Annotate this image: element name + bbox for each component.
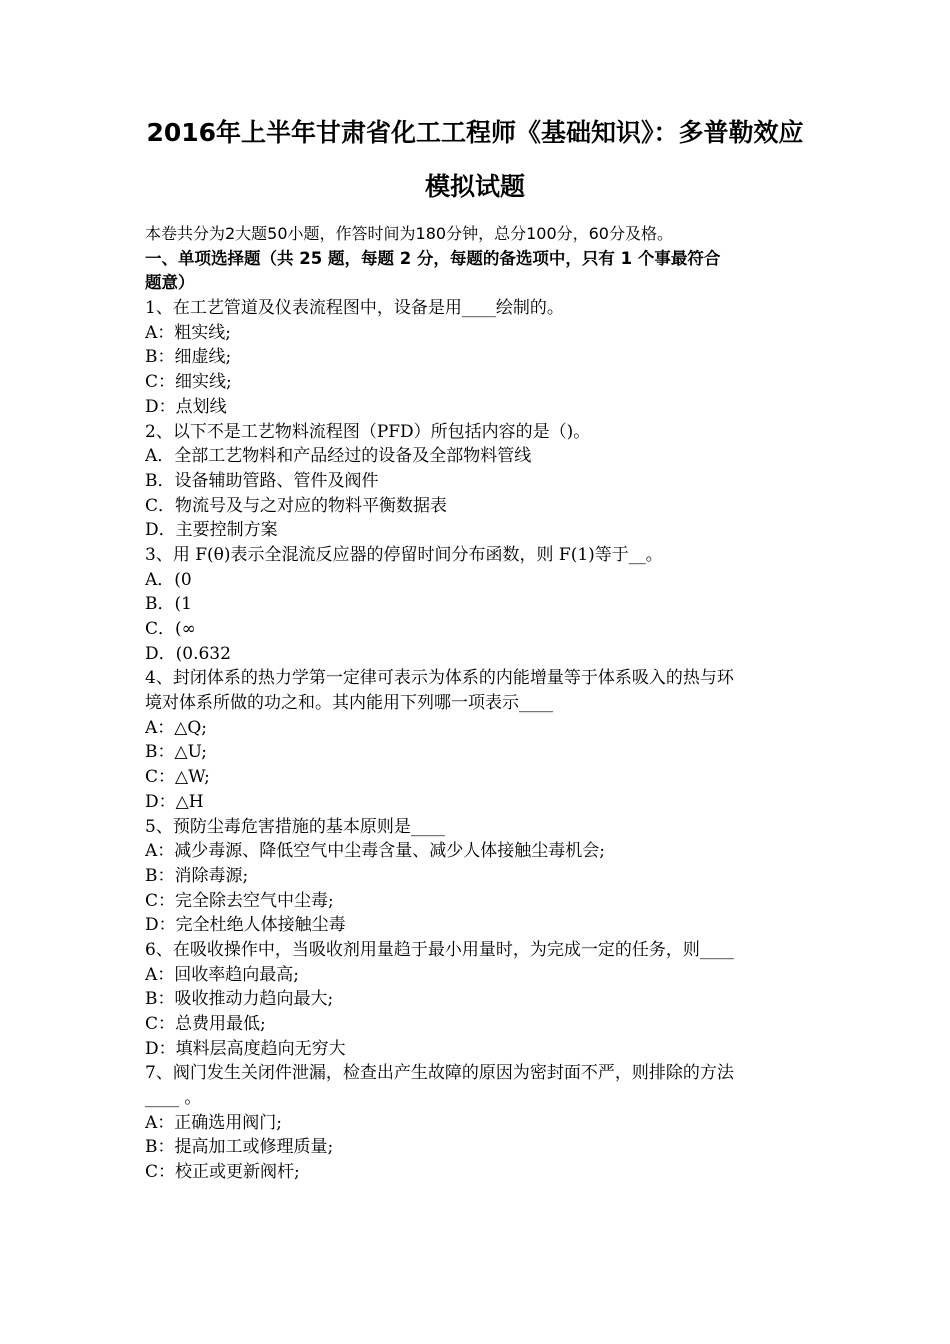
option-c: C：细实线; [145,372,232,393]
option-c: C．物流号及与之对应的物料平衡数据表 [145,495,448,516]
document-title-continued: 模拟试题 [424,172,525,201]
option-b: B：细虚线; [145,347,232,368]
document-body [145,222,810,1185]
option-a: A．(0 [145,569,192,590]
option-a: A：回收率趋向最高; [145,964,300,985]
section-heading: 一、单项选择题（共 25 题，每题 2 分，每题的备选项中，只有 1 个事最符合 [145,248,721,268]
option-a: A：△Q; [145,717,208,738]
option-d: D．主要控制方案 [145,520,278,541]
option-b: B．(1 [145,594,192,615]
option-a: A：正确选用阀门; [145,1112,283,1133]
section-heading-continued: 题意） [145,273,195,293]
option-d: D．(0.632 [145,643,231,664]
question-stem-continued: ____ 。 [145,1088,202,1109]
option-c: C．(∞ [145,619,196,639]
question-stem: 4、封闭体系的热力学第一定律可表示为体系的内能增量等于体系吸入的热与环 [145,668,734,689]
option-a: A．全部工艺物料和产品经过的设备及全部物料管线 [145,446,532,467]
option-b: B：吸收推动力趋向最大; [145,989,334,1010]
option-d: D：填料层高度趋向无穷大 [145,1038,346,1059]
option-d: D：完全杜绝人体接触尘毒 [145,915,346,936]
option-d: D：△H [145,791,204,812]
document-title: 2016年上半年甘肃省化工工程师《基础知识》：多普勒效应 [146,118,804,147]
question-stem: 2、以下不是工艺物料流程图（PFD）所包括内容的是（)。 [145,421,591,442]
question-stem-continued: 境对体系所做的功之和。其内能用下列哪一项表示____ [145,693,553,714]
option-c: C：校正或更新阀杆; [145,1162,300,1183]
question-stem: 1、在工艺管道及仪表流程图中，设备是用____绘制的。 [145,298,564,319]
option-b: B：消除毒源; [145,865,249,886]
question-stem: 5、预防尘毒危害措施的基本原则是____ [145,816,445,837]
option-c: C：总费用最低; [145,1014,266,1034]
option-c: C：△W; [145,767,210,788]
option-b: B．设备辅助管路、管件及阀件 [145,470,379,491]
question-2 [145,420,810,543]
exam-intro: 本卷共分为2大题50小题，作答时间为180分钟，总分100分，60分及格。 [145,224,673,243]
question-6 [145,938,810,1061]
option-a: A：粗实线; [145,322,232,343]
option-d: D：点划线 [145,396,227,417]
question-4 [145,666,810,814]
question-stem: 3、用 F(θ)表示全混流反应器的停留时间分布函数，则 F(1)等于__。 [145,544,663,565]
question-stem: 7、阀门发生关闭件泄漏，检查出产生故障的原因为密封面不严，则排除的方法 [145,1063,734,1084]
option-b: B：△U; [145,742,208,763]
question-1 [145,296,810,419]
question-7 [145,1061,810,1184]
question-stem: 6、在吸收操作中，当吸收剂用量趋于最小用量时，为完成一定的任务，则____ [145,939,734,960]
option-a: A：减少毒源、降低空气中尘毒含量、减少人体接触尘毒机会; [145,841,606,862]
question-3 [145,543,810,666]
question-5 [145,815,810,938]
option-b: B：提高加工或修理质量; [145,1137,334,1158]
option-c: C：完全除去空气中尘毒; [145,890,334,911]
